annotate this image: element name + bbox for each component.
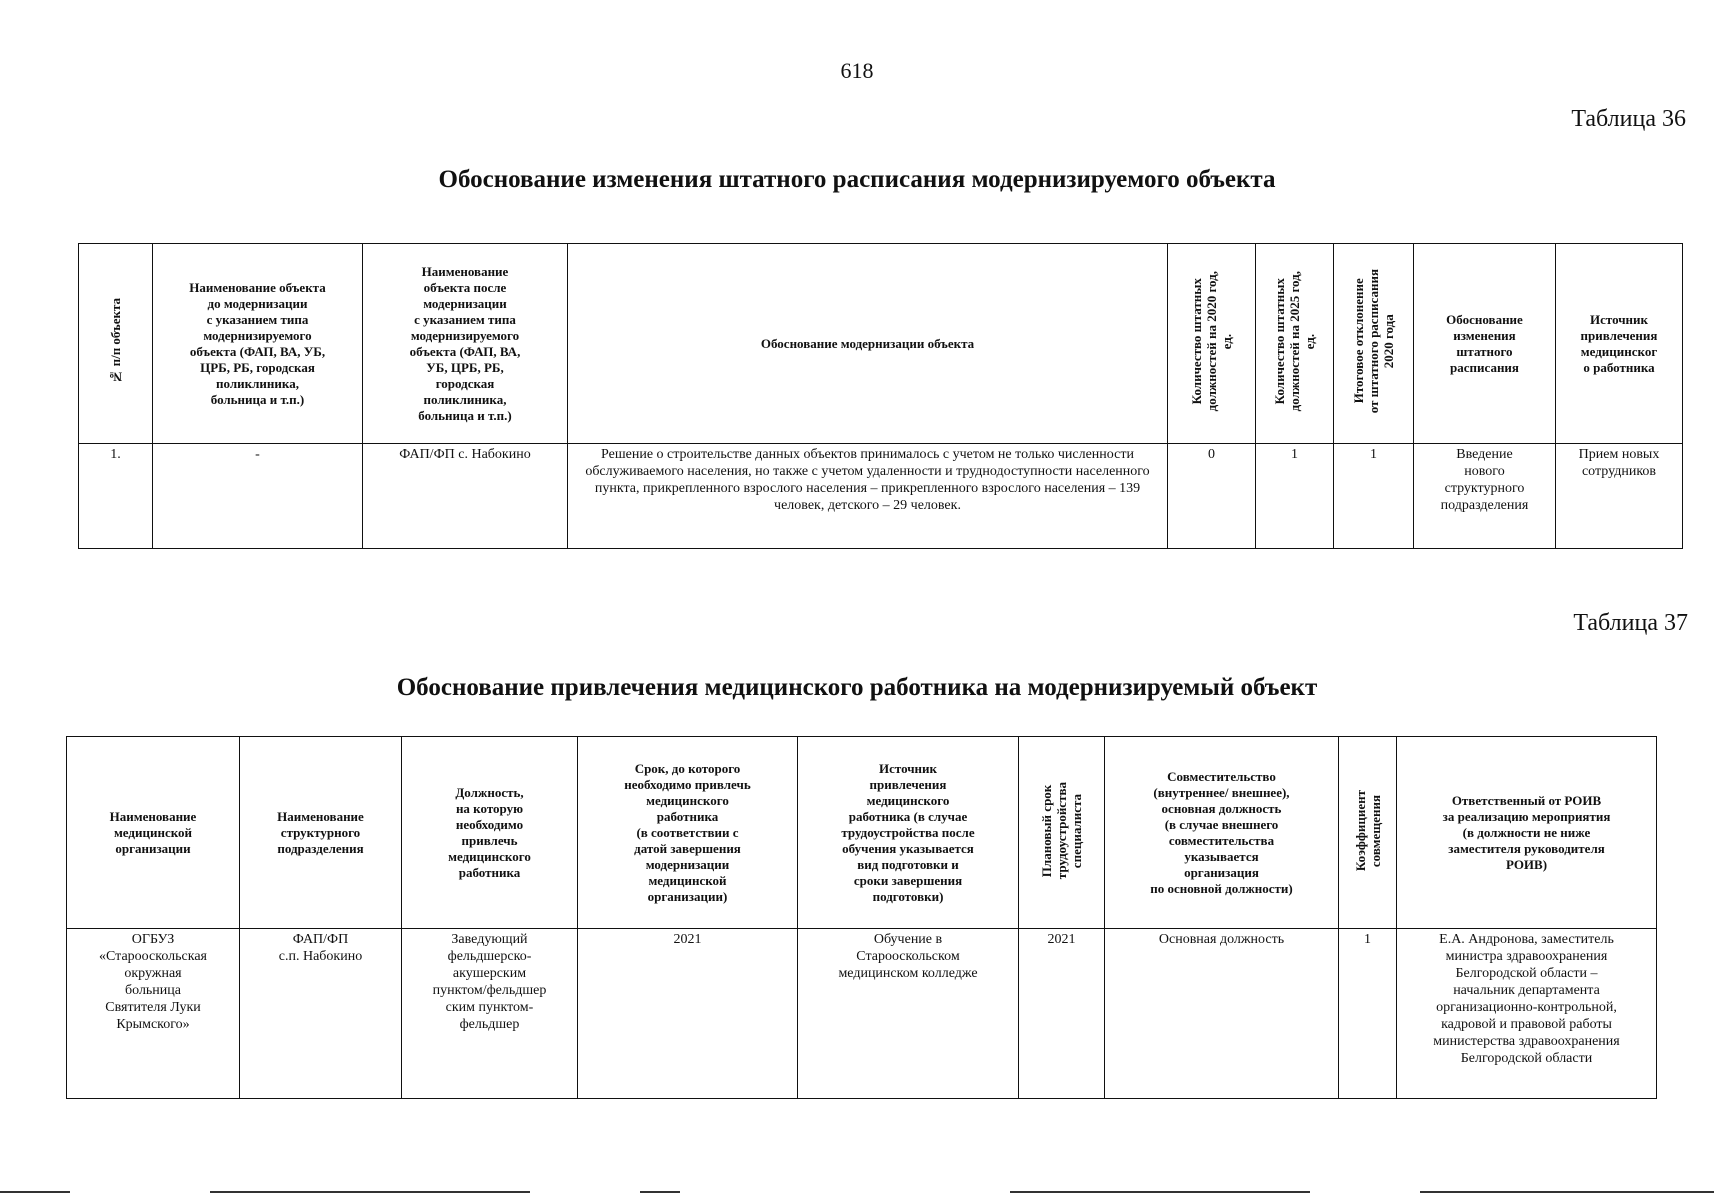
table37-header-source: Источник привлечения медицинского работника (в случае трудоустройства после обучения указывается вид подготовки и сроки завершения подготовки) — [798, 737, 1019, 929]
table36-cell-reason: Решение о строительстве данных объектов принималось с учетом не только численности обслуживаемого населения, но также с учетом удаленности и труднодоступности населенного пункта, прикрепленного взрослого населения – прикрепленного взрослого населения – 139 человек, детского – 29 человек. — [568, 444, 1168, 549]
table37-cell-deadline: 2021 — [578, 929, 798, 1099]
table36 — [78, 243, 1683, 549]
table36-header-deviation: Итоговое отклонение от штатного расписания 2020 года — [1334, 244, 1414, 444]
table37-header-position: Должность, на которую необходимо привлечь медицинского работника — [402, 737, 578, 929]
scan-line — [210, 1191, 530, 1193]
table37-cell-combination: Основная должность — [1105, 929, 1339, 1099]
table-row — [67, 929, 1657, 1099]
table36-cell-count2025: 1 — [1256, 444, 1334, 549]
table37-header-responsible: Ответственный от РОИВ за реализацию мероприятия (в должности не ниже заместителя руководителя РОИВ) — [1397, 737, 1657, 929]
table37-cell-planned: 2021 — [1019, 929, 1105, 1099]
table37-cell-position: Заведующий фельдшерско- акушерским пунктом/фельдшер ским пунктом- фельдшер — [402, 929, 578, 1099]
table36-header-count2025: Количество штатных должностей на 2025 год, ед. — [1256, 244, 1334, 444]
table36-cell-num: 1. — [79, 444, 153, 549]
table37-title: Обоснование привлечения медицинского работника на модернизируемый объект — [396, 674, 1318, 701]
table36-cell-deviation: 1 — [1334, 444, 1414, 549]
table37-header-row — [67, 737, 1657, 929]
table37-cell-source: Обучение в Старооскольском медицинском колледже — [798, 929, 1019, 1099]
table37-header-planned: Плановый срок трудоустройства специалиста — [1019, 737, 1105, 929]
table36-title: Обоснование изменения штатного расписания модернизируемого объекта — [438, 166, 1276, 193]
table-row — [79, 444, 1683, 549]
scan-line — [1010, 1191, 1310, 1193]
table37-cell-coef: 1 — [1339, 929, 1397, 1099]
table36-header-reason: Обоснование модернизации объекта — [568, 244, 1168, 444]
table37 — [66, 736, 1657, 1099]
table36-header-count2020: Количество штатных должностей на 2020 год, ед. — [1168, 244, 1256, 444]
scan-line — [640, 1191, 680, 1193]
table37-cell-org: ОГБУЗ «Старооскольская окружная больница Святителя Луки Крымского» — [67, 929, 240, 1099]
page-number: 618 — [840, 58, 874, 83]
table37-cell-unit: ФАП/ФП с.п. Набокино — [240, 929, 402, 1099]
table36-cell-change-reason: Введение нового структурного подразделения — [1414, 444, 1556, 549]
table37-header-combination: Совместительство (внутреннее/ внешнее), основная должность (в случае внешнего совместительства указывается организация по основной должности) — [1105, 737, 1339, 929]
table37-header-org: Наименование медицинской организации — [67, 737, 240, 929]
table36-cell-before: - — [153, 444, 363, 549]
scan-line — [1420, 1191, 1714, 1193]
table37-header-coef: Коэффициент совмещения — [1339, 737, 1397, 929]
table36-header-before: Наименование объекта до модернизации с указанием типа модернизируемого объекта (ФАП, ВА, УБ, ЦРБ, РБ, городская поликлиника, больница и т.п.) — [153, 244, 363, 444]
table36-label: Таблица 36 — [1571, 106, 1686, 132]
table36-cell-count2020: 0 — [1168, 444, 1256, 549]
table37-header-deadline: Срок, до которого необходимо привлечь медицинского работника (в соответствии с датой завершения модернизации медицинской организации) — [578, 737, 798, 929]
table37-header-unit: Наименование структурного подразделения — [240, 737, 402, 929]
table36-header-num: № п/п объекта — [79, 244, 153, 444]
table36-header-row — [79, 244, 1683, 444]
table36-cell-after: ФАП/ФП с. Набокино — [363, 444, 568, 549]
table36-header-after: Наименование объекта после модернизации с указанием типа модернизируемого объекта (ФАП, ВА, УБ, ЦРБ, РБ, городская поликлиника, больница и т.п.) — [363, 244, 568, 444]
table37-label: Таблица 37 — [1573, 610, 1688, 636]
table36-cell-source: Прием новых сотрудников — [1556, 444, 1683, 549]
table36-header-source: Источник привлечения медицинског о работника — [1556, 244, 1683, 444]
scan-line — [0, 1191, 70, 1193]
table37-cell-responsible: Е.А. Андронова, заместитель министра здравоохранения Белгородской области – начальник департамента организационно-контрольной, кадровой и правовой работы министерства здравоохранения Белгородской области — [1397, 929, 1657, 1099]
table36-header-change-reason: Обоснование изменения штатного расписания — [1414, 244, 1556, 444]
